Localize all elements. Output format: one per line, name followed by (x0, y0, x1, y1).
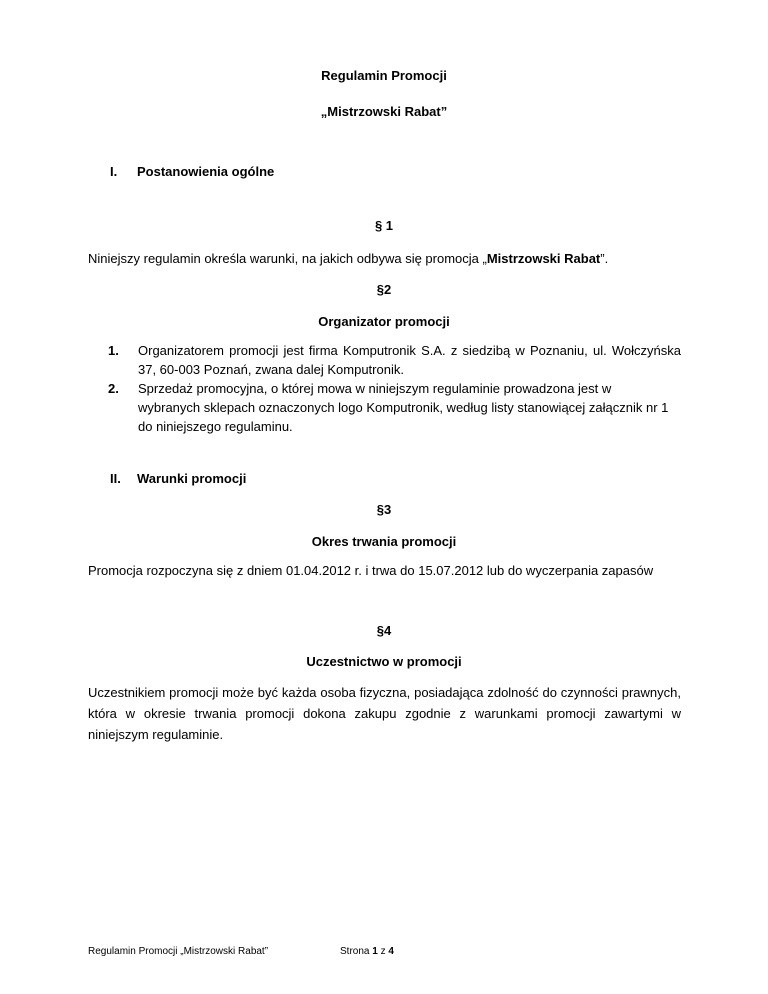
paragraph-2-mark: §2 (376, 282, 392, 297)
paragraph-1-text-before: Niniejszy regulamin określa warunki, na jakich odbywa się promocja „ (88, 251, 487, 266)
paragraph-2-title: Organizator promocji (318, 314, 450, 329)
list-item (108, 341, 681, 379)
paragraph-4-line: Uczestnikiem promocji może być każda osoba fizyczna, posiadająca zdolność do czynności prawnych, (88, 685, 681, 700)
paragraph-3-text: Promocja rozpoczyna się z dniem 01.04.2012 r. i trwa do 15.07.2012 lub do wyczerpania zapasów (88, 563, 654, 578)
list-item-number: 1. (108, 343, 119, 358)
list-item (108, 379, 681, 436)
footer-page-current: 1 (372, 946, 378, 957)
section-1-numeral: I. (110, 164, 118, 179)
list-item-line: do niniejszego regulaminu. (138, 419, 293, 434)
document-subtitle: „Mistrzowski Rabat” (320, 104, 448, 119)
paragraph-4-title: Uczestnictwo w promocji (306, 654, 462, 669)
paragraph-1-text (88, 248, 681, 269)
section-1-title: Postanowienia ogólne (137, 164, 275, 179)
section-2-title: Warunki promocji (137, 471, 247, 486)
document-title: Regulamin Promocji (321, 68, 447, 83)
list-item-line: 37, 60-003 Poznań, zwana dalej Komputronik. (138, 362, 404, 377)
paragraph-4-line: niniejszym regulaminie. (88, 727, 224, 742)
footer-page-label: Strona (340, 946, 370, 957)
list-item-line: Organizatorem promocji jest firma Komputronik S.A. z siedzibą w Poznaniu, ul. Wołczyńska (138, 343, 681, 358)
paragraph-3-title: Okres trwania promocji (311, 534, 457, 549)
paragraph-4-line: która w okresie trwania promocji dokona zakupu zgodnie z warunkami promocji zawartymi w (88, 706, 681, 721)
list-item-line: wybranych sklepach oznaczonych logo Komputronik, według listy stanowiącej załącznik nr 1 (138, 400, 669, 415)
paragraph-1-text-after: ”. (600, 251, 609, 266)
list-item-number: 2. (108, 381, 119, 396)
paragraph-1-promo-name: Mistrzowski Rabat (486, 251, 601, 266)
paragraph-4-mark: §4 (376, 623, 392, 638)
paragraph-1-mark: § 1 (374, 218, 394, 233)
paragraph-3-mark: §3 (376, 502, 392, 517)
footer-document-name: Regulamin Promocji „Mistrzowski Rabat” (88, 946, 269, 957)
list-item-line: Sprzedaż promocyjna, o której mowa w niniejszym regulaminie prowadzona jest w (138, 381, 612, 396)
footer-page-total: 4 (388, 946, 394, 957)
paragraph-4-text (88, 682, 681, 745)
organizer-list (108, 341, 681, 436)
footer-page-separator: z (380, 946, 386, 957)
section-2-numeral: II. (110, 471, 121, 486)
footer-page-number (340, 946, 394, 957)
